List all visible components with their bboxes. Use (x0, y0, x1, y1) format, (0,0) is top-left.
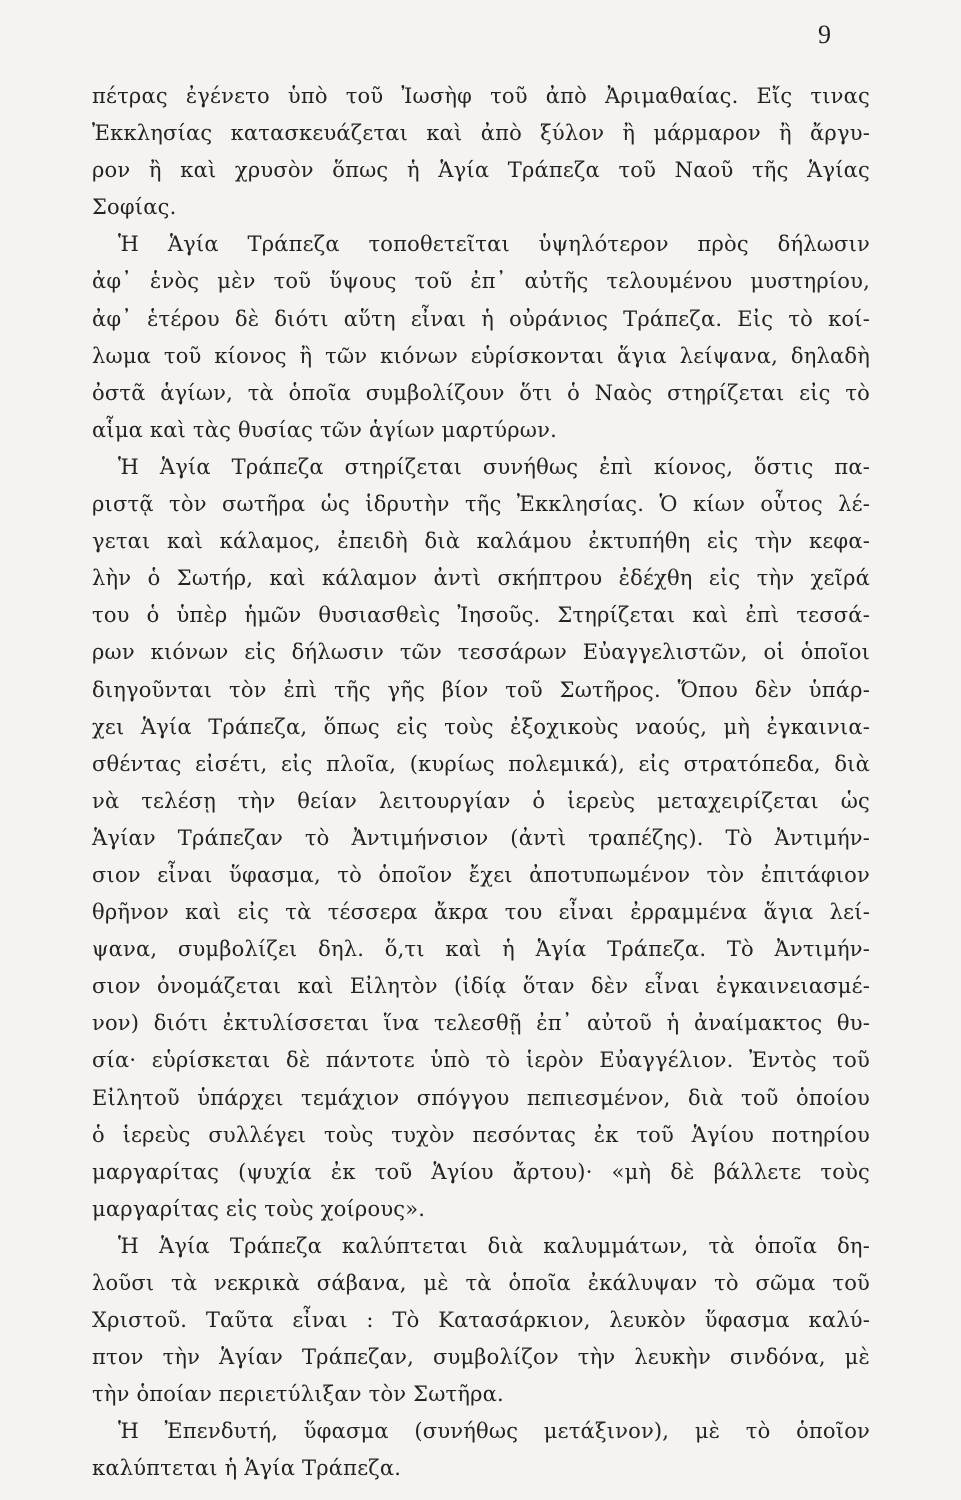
text-line: ἀφ᾽ ἑνὸς μὲν τοῦ ὕψους τοῦ ἐπ᾽ αὐτῆς τελουμένου μυστηρίου, (92, 269, 870, 294)
text-line: θρῆνον καὶ εἰς τὰ τέσσερα ἄκρα του εἶναι ἐρραμμένα ἅγια λεί- (92, 900, 870, 925)
text-line: διηγοῦνται τὸν ἐπὶ τῆς γῆς βίον τοῦ Σωτῆρος. Ὅπου δὲν ὑπάρ- (92, 677, 870, 702)
text-line: λωμα τοῦ κίονος ἢ τῶν κιόνων εὑρίσκονται ἅγια λείψανα, δηλαδὴ (92, 343, 870, 368)
text-line: Ἡ Ἁγία Τράπεζα στηρίζεται συνήθως ἐπὶ κίονος, ὅστις πα- (118, 454, 870, 479)
text-line: Ἡ Ἁγία Τράπεζα τοποθετεῖται ὑψηλότερον πρὸς δήλωσιν (118, 232, 870, 257)
text-line: Σοφίας. (92, 195, 177, 220)
text-line: πέτρας ἐγένετο ὑπὸ τοῦ Ἰωσὴφ τοῦ ἀπὸ Ἀριμαθαίας. Εἴς τινας (92, 84, 870, 108)
text-line: ρον ἢ καὶ χρυσὸν ὅπως ἡ Ἁγία Τράπεζα τοῦ Ναοῦ τῆς Ἁγίας (92, 158, 870, 183)
text-line: λὴν ὁ Σωτήρ, καὶ κάλαμον ἀντὶ σκήπτρου ἐδέχθη εἰς τὴν χεῖρά (92, 566, 870, 591)
text-line: γεται καὶ κάλαμος, ἐπειδὴ διὰ καλάμου ἐκτυπήθη εἰς τὴν κεφα- (92, 529, 870, 554)
text-line: Χριστοῦ. Ταῦτα εἶναι : Τὸ Κατασάρκιον, λευκὸν ὕφασμα καλύ- (92, 1308, 870, 1333)
text-line: χει Ἁγία Τράπεζα, ὅπως εἰς τοὺς ἐξοχικοὺς ναούς, μὴ ἐγκαινια- (92, 714, 870, 739)
text-line: Εἰλητοῦ ὑπάρχει τεμάχιον σπόγγου πεπιεσμένον, διὰ τοῦ ὁποίου (92, 1085, 870, 1110)
text-line: ρων κιόνων εἰς δήλωσιν τῶν τεσσάρων Εὐαγγελιστῶν, οἱ ὁποῖοι (92, 640, 870, 665)
text-line: νον) διότι ἐκτυλίσσεται ἵνα τελεσθῇ ἐπ᾽ αὐτοῦ ἡ ἀναίμακτος θυ- (92, 1011, 870, 1036)
text-line: Ἁγίαν Τράπεζαν τὸ Ἀντιμήνσιον (ἀντὶ τραπέζης). Τὸ Ἀντιμήν- (92, 825, 870, 850)
text-line: λοῦσι τὰ νεκρικὰ σάβανα, μὲ τὰ ὁποῖα ἐκάλυψαν τὸ σῶμα τοῦ (92, 1271, 870, 1295)
text-line: μαργαρίτας (ψυχία ἐκ τοῦ Ἁγίου ἄρτου)· «μὴ δὲ βάλλετε τοὺς (92, 1159, 870, 1184)
text-line: ριστᾷ τὸν σωτῆρα ὡς ἱδρυτὴν τῆς Ἐκκλησίας. Ὁ κίων οὗτος λέ- (92, 492, 870, 517)
text-line: αἷμα καὶ τὰς θυσίας τῶν ἁγίων μαρτύρων. (92, 417, 557, 442)
text-line: ὁ ἱερεὺς συλλέγει τοὺς τυχὸν πεσόντας ἐκ τοῦ Ἁγίου ποτηρίου (92, 1122, 870, 1147)
text-line: Ἐκκλησίας κατασκευάζεται καὶ ἀπὸ ξύλον ἢ μάρμαρον ἢ ἄργυ- (92, 121, 870, 146)
text-line: ψανα, συμβολίζει δηλ. ὅ,τι καὶ ἡ Ἁγία Τράπεζα. Τὸ Ἀντιμήν- (92, 937, 870, 962)
text-line: καλύπτεται ἡ Ἁγία Τράπεζα. (92, 1456, 402, 1481)
text-line: μαργαρίτας εἰς τοὺς χοίρους». (92, 1196, 426, 1221)
text-line: Ἡ Ἐπενδυτή, ὕφασμα (συνήθως μετάξινον), μὲ τὸ ὁποῖον (118, 1419, 870, 1444)
text-body (92, 78, 870, 1488)
text-line: νὰ τελέσῃ τὴν θείαν λειτουργίαν ὁ ἱερεὺς μεταχειρίζεται ὡς (92, 788, 870, 813)
text-line: σιον ὀνομάζεται καὶ Εἰλητὸν (ἰδίᾳ ὅταν δὲν εἶναι ἐγκαινειασμέ- (92, 974, 870, 999)
text-line: σιον εἶναι ὕφασμα, τὸ ὁποῖον ἔχει ἀποτυπωμένον τὸν ἐπιτάφιον (92, 862, 870, 887)
text-line: Ἡ Ἁγία Τράπεζα καλύπτεται διὰ καλυμμάτων, τὰ ὁποῖα δη- (118, 1233, 870, 1258)
text-line: ἀφ᾽ ἑτέρου δὲ διότι αὕτη εἶναι ἡ οὐράνιος Τράπεζα. Εἰς τὸ κοί- (92, 306, 870, 331)
text-line: σθέντας εἰσέτι, εἰς πλοῖα, (κυρίως πολεμικά), εἰς στρατόπεδα, διὰ (92, 751, 870, 776)
text-line: τὴν ὁποίαν περιετύλιξαν τὸν Σωτῆρα. (92, 1382, 504, 1407)
text-line: ὀστᾶ ἁγίων, τὰ ὁποῖα συμβολίζουν ὅτι ὁ Ναὸς στηρίζεται εἰς τὸ (92, 380, 870, 405)
page-number: 9 (818, 20, 831, 49)
text-line: σία· εὑρίσκεται δὲ πάντοτε ὑπὸ τὸ ἱερὸν Εὐαγγέλιον. Ἐντὸς τοῦ (92, 1048, 870, 1073)
text-line: του ὁ ὑπὲρ ἡμῶν θυσιασθεὶς Ἰησοῦς. Στηρίζεται καὶ ἐπὶ τεσσά- (92, 603, 870, 628)
text-line: πτον τὴν Ἁγίαν Τράπεζαν, συμβολίζον τὴν λευκὴν σινδόνα, μὲ (92, 1345, 870, 1370)
